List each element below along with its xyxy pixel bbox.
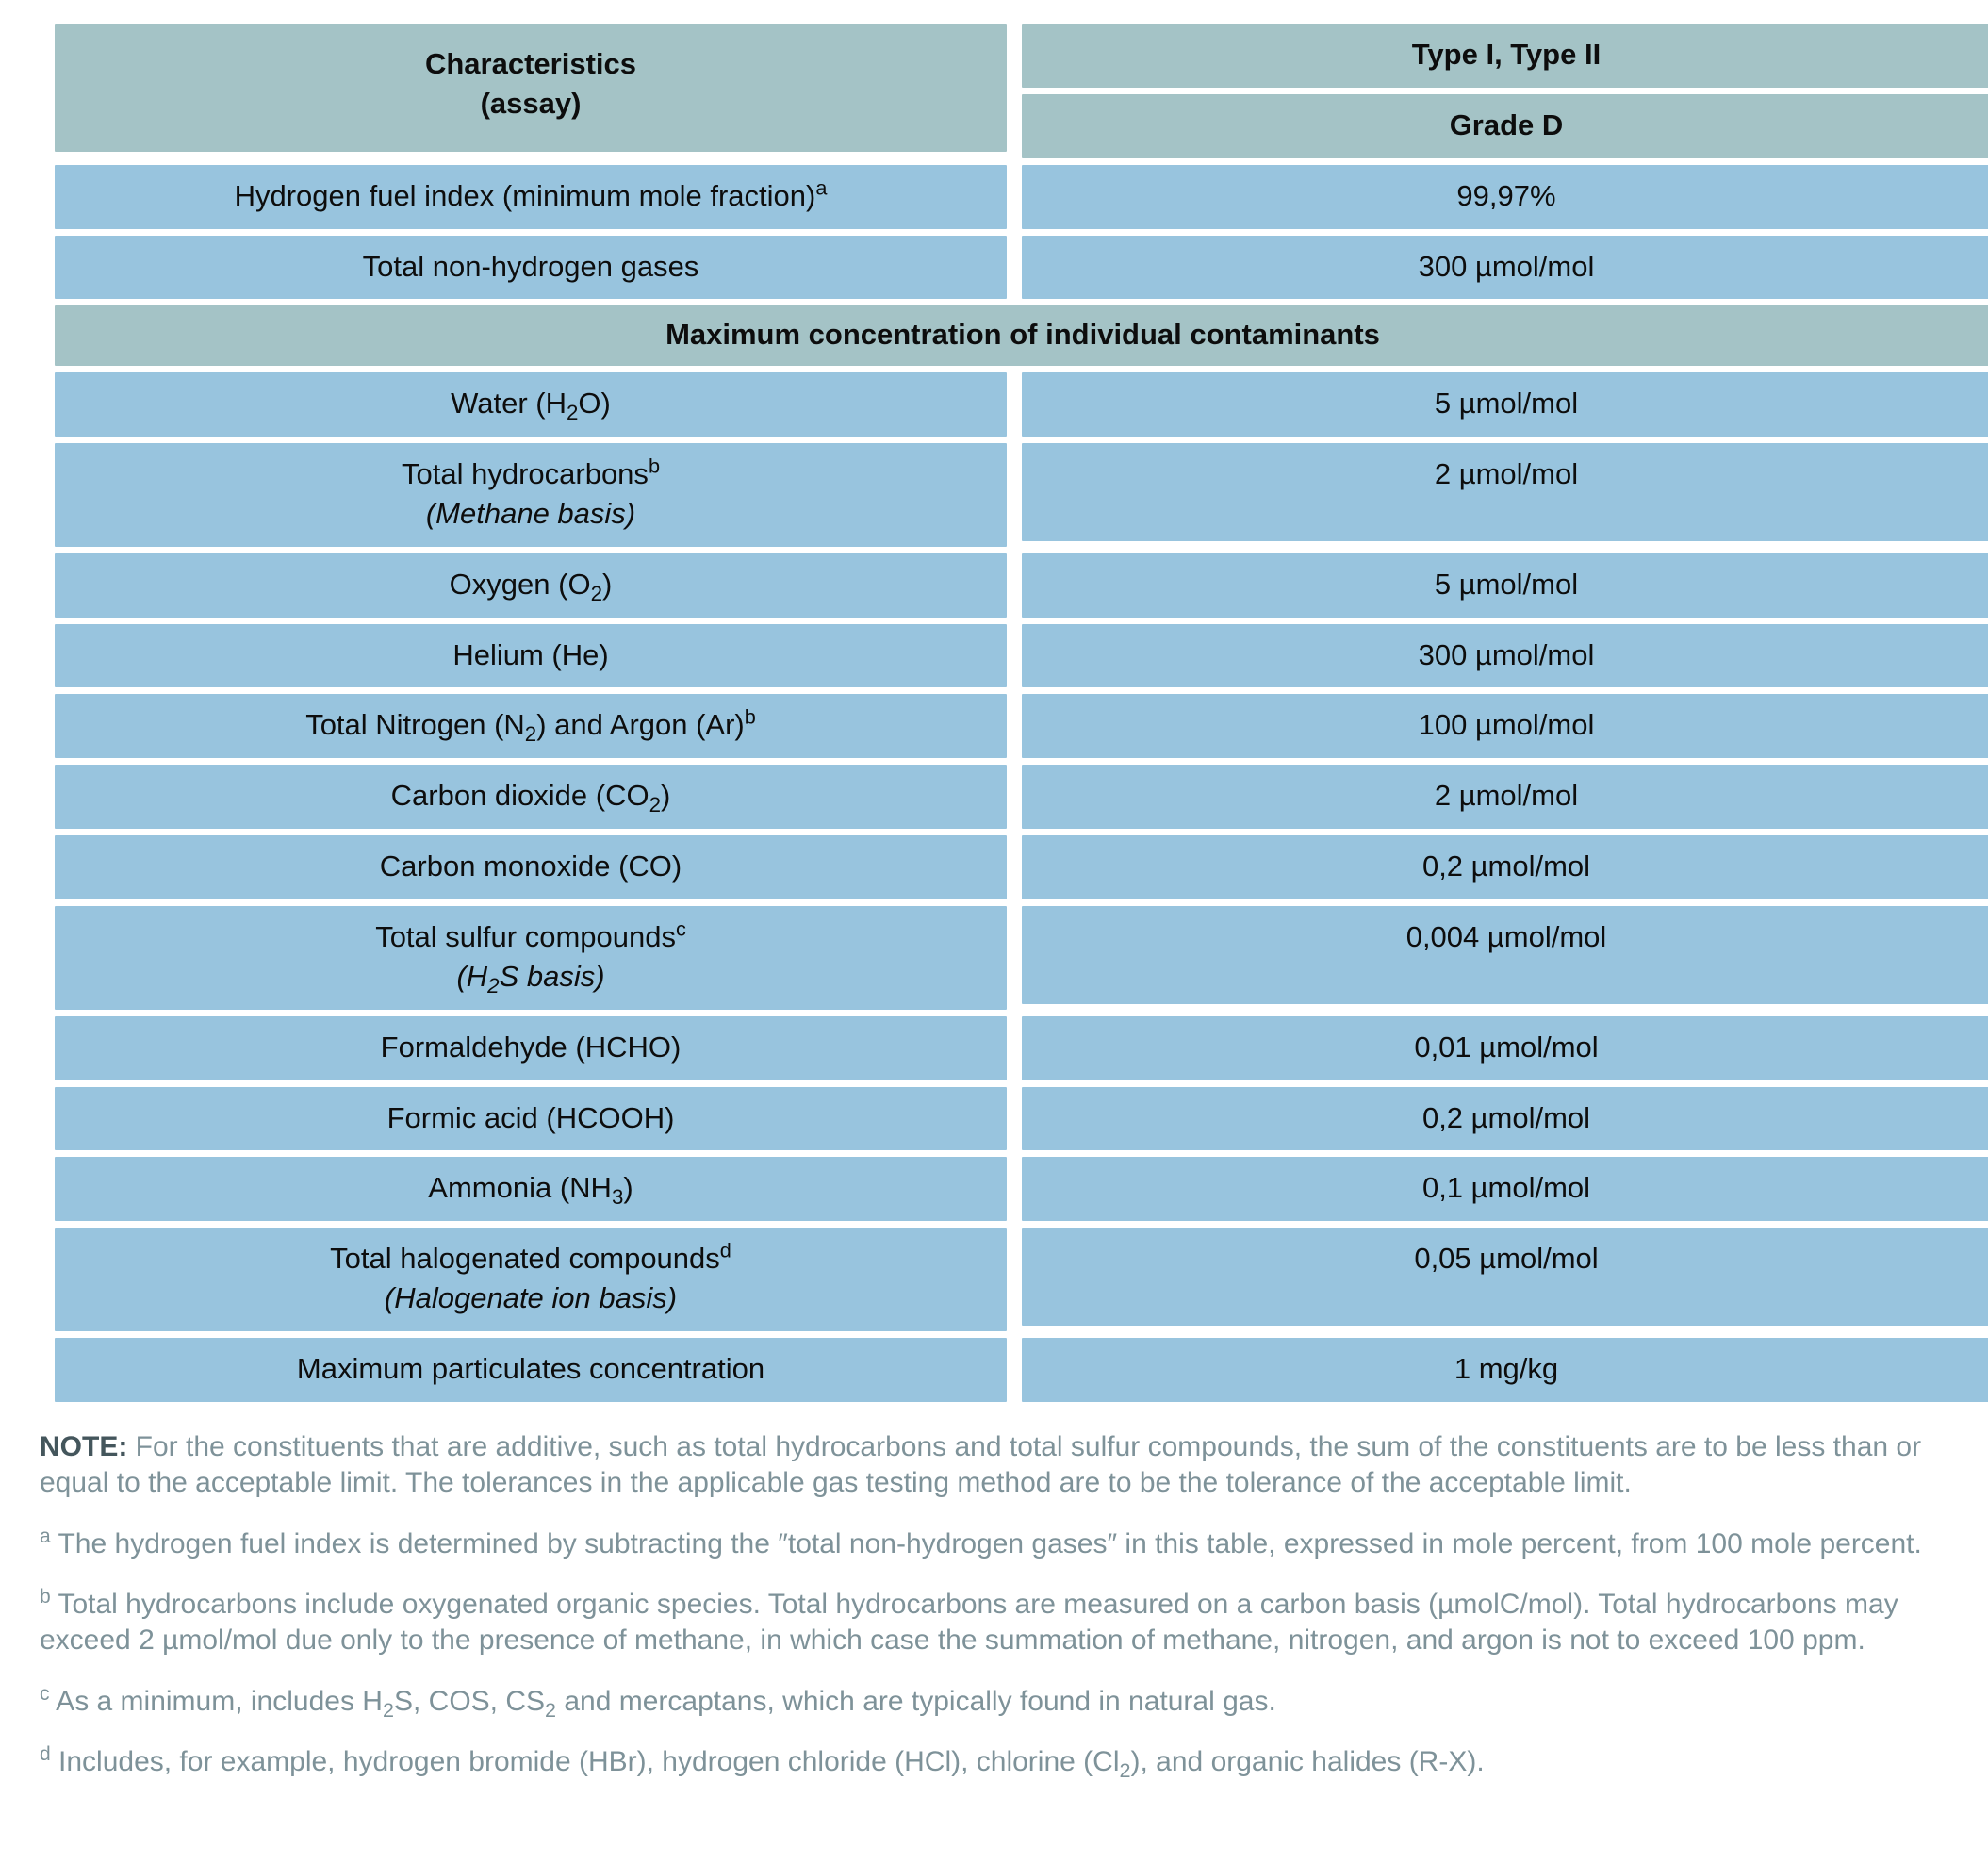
row-label-cell-hydrogen-fuel-index (55, 165, 1007, 229)
footnote-c-sub-1: 2 (382, 1697, 394, 1722)
characteristics-title: Characteristics (424, 47, 636, 80)
footnote-c-marker: c (40, 1682, 50, 1705)
section-band-label: Maximum concentration of individual contaminants (55, 305, 1988, 366)
row-value: 300 µmol/mol (1022, 236, 1988, 300)
table-row (55, 165, 1988, 229)
type-header-label: Type I, Type II (1022, 24, 1988, 88)
footnote-b-marker: b (40, 1585, 51, 1608)
footnote-a-marker: a (40, 1525, 51, 1547)
footnote-d-text-2: ), and organic halides (R-X). (1130, 1746, 1485, 1778)
footnote-c-text-1: As a minimum, includes H (49, 1685, 383, 1717)
row-label: Formic acid (HCOOH) (55, 1087, 1007, 1151)
row-label-cell-carbon-dioxide (55, 765, 1007, 829)
footnote-d-marker: d (40, 1743, 51, 1766)
row-value-cell-maximum-particulates (1022, 1338, 1988, 1402)
row-value-cell-total-nitrogen-argon (1022, 694, 1988, 758)
row-label-tail: ) and Argon (Ar) (536, 708, 745, 742)
row-value-cell-total-sulfur-compounds (1022, 906, 1988, 1010)
row-value: 0,1 µmol/mol (1022, 1157, 1988, 1221)
row-label-cell-total-non-hydrogen-gases (55, 236, 1007, 300)
row-value-cell-oxygen (1022, 553, 1988, 618)
row-value: 0,05 µmol/mol (1022, 1228, 1988, 1326)
footnote-c (40, 1684, 1963, 1720)
row-value-cell-helium (1022, 624, 1988, 688)
hydrogen-fuel-quality-table (40, 17, 1988, 1409)
row-label: Total halogenated compounds (330, 1242, 720, 1276)
table-row (55, 1016, 1988, 1080)
row-label-subscript: 2 (649, 793, 662, 817)
footnote-c-sub-2: 2 (545, 1697, 557, 1722)
row-value-cell-ammonia (1022, 1157, 1988, 1221)
type-header-cell (1022, 24, 1988, 88)
table-row (55, 765, 1988, 829)
row-label: Formaldehyde (HCHO) (55, 1016, 1007, 1080)
footnote-a-text: The hydrogen fuel index is determined by subtracting the ″total non-hydrogen gases″ in this table, expressed in mole percent, from 100 mole percent. (50, 1527, 1922, 1559)
row-label-cell-total-nitrogen-argon (55, 694, 1007, 758)
footnote-marker: d (719, 1238, 731, 1262)
row-value: 99,97% (1022, 165, 1988, 229)
row-value: 5 µmol/mol (1022, 553, 1988, 618)
note-label: NOTE: (40, 1430, 128, 1462)
row-label: Carbon dioxide (CO (390, 779, 649, 813)
table-row (55, 553, 1988, 618)
row-label-basis: (Methane basis) (425, 496, 636, 530)
row-value-cell-total-non-hydrogen-gases (1022, 236, 1988, 300)
row-label: Water (H (451, 387, 567, 421)
row-label-basis-subscript: 2 (487, 974, 500, 998)
row-label: Oxygen (O (449, 567, 591, 601)
grade-header-cell (1022, 94, 1988, 158)
note-general (40, 1429, 1963, 1502)
row-value: 5 µmol/mol (1022, 372, 1988, 437)
row-label-subscript: 3 (611, 1185, 624, 1210)
section-band-row (55, 305, 1988, 366)
row-label-cell-total-halogenated-compounds (55, 1228, 1007, 1331)
row-label: Total Nitrogen (N (305, 708, 525, 742)
footnote-c-text-2: S, COS, CS (393, 1685, 546, 1717)
row-value: 0,01 µmol/mol (1022, 1016, 1988, 1080)
table-row (55, 236, 1988, 300)
row-value: 2 µmol/mol (1022, 765, 1988, 829)
row-value-cell-carbon-monoxide (1022, 835, 1988, 899)
row-label: Ammonia (NH (428, 1171, 612, 1205)
row-label-cell-helium (55, 624, 1007, 688)
table-row (55, 1157, 1988, 1221)
row-label-cell-total-hydrocarbons (55, 443, 1007, 547)
row-label: Hydrogen fuel index (minimum mole fraction) (234, 178, 816, 212)
table-row (55, 1338, 1988, 1402)
row-label-subscript: 2 (590, 581, 602, 605)
row-value: 300 µmol/mol (1022, 624, 1988, 688)
note-text: For the constituents that are additive, such as total hydrocarbons and total sulfur compounds, the sum of the constituents are to be less than or equal to the acceptable limit. The tolerances in the applicable gas testing method are to be the tolerance of the acceptable limit. (40, 1430, 1922, 1499)
row-label-subscript: 2 (567, 401, 579, 425)
footnote-marker: c (675, 916, 686, 941)
row-value: 100 µmol/mol (1022, 694, 1988, 758)
section-band-cell (55, 305, 1988, 366)
row-value: 0,004 µmol/mol (1022, 906, 1988, 1004)
row-label-tail: ) (661, 779, 671, 813)
footnote-d (40, 1743, 1963, 1783)
table-row (55, 1228, 1988, 1331)
row-value-cell-water (1022, 372, 1988, 437)
row-label-cell-oxygen (55, 553, 1007, 618)
row-label-basis-post: S basis) (499, 959, 605, 993)
row-label: Helium (He) (55, 624, 1007, 688)
characteristics-header-cell (55, 24, 1007, 158)
footnote-b (40, 1587, 1963, 1659)
row-label-tail: O) (578, 387, 611, 421)
row-label-basis: (Halogenate ion basis) (384, 1281, 678, 1315)
table-row (55, 624, 1988, 688)
row-value-cell-total-halogenated-compounds (1022, 1228, 1988, 1331)
row-label-cell-formic-acid (55, 1087, 1007, 1151)
row-label: Total sulfur compounds (375, 919, 676, 953)
row-value: 0,2 µmol/mol (1022, 835, 1988, 899)
row-label-cell-carbon-monoxide (55, 835, 1007, 899)
characteristics-subtitle: (assay) (480, 86, 582, 120)
row-label-subscript: 2 (524, 722, 537, 747)
row-label-cell-ammonia (55, 1157, 1007, 1221)
row-label: Maximum particulates concentration (55, 1338, 1007, 1402)
row-value-cell-total-hydrocarbons (1022, 443, 1988, 547)
row-label-tail: ) (601, 567, 613, 601)
footnote-marker: a (815, 175, 828, 200)
row-value: 1 mg/kg (1022, 1338, 1988, 1402)
row-value: 2 µmol/mol (1022, 443, 1988, 541)
row-value: 0,2 µmol/mol (1022, 1087, 1988, 1151)
row-value-cell-hydrogen-fuel-index (1022, 165, 1988, 229)
grade-header-label: Grade D (1022, 94, 1988, 158)
footnote-c-text-3: and mercaptans, which are typically found in natural gas. (556, 1685, 1276, 1717)
row-label-basis-pre: (H (456, 959, 488, 993)
row-label-tail: ) (623, 1171, 633, 1205)
row-label-cell-total-sulfur-compounds (55, 906, 1007, 1010)
table-row (55, 906, 1988, 1010)
footnote-d-sub-1: 2 (1119, 1758, 1131, 1783)
footnote-marker: b (744, 705, 756, 730)
table-row (55, 835, 1988, 899)
table-header-row-1 (55, 24, 1988, 88)
footnote-a (40, 1526, 1963, 1562)
row-label: Carbon monoxide (CO) (55, 835, 1007, 899)
table-row (55, 372, 1988, 437)
row-value-cell-formic-acid (1022, 1087, 1988, 1151)
row-label-cell-maximum-particulates (55, 1338, 1007, 1402)
table-row (55, 1087, 1988, 1151)
table-row (55, 443, 1988, 547)
row-label-cell-water (55, 372, 1007, 437)
footnote-marker: b (648, 454, 660, 478)
footnote-b-text: Total hydrocarbons include oxygenated organic species. Total hydrocarbons are measured on a carbon basis (µmolC/mol). Total hydrocarbons may exceed 2 µmol/mol due only to the presence of methane, in which case the summation of methane, nitrogen, and argon is not to exceed 100 ppm. (40, 1588, 1898, 1657)
row-label-cell-formaldehyde (55, 1016, 1007, 1080)
row-label: Total hydrocarbons (402, 457, 649, 491)
notes-block (40, 1429, 1963, 1781)
row-value-cell-formaldehyde (1022, 1016, 1988, 1080)
row-value-cell-carbon-dioxide (1022, 765, 1988, 829)
footnote-d-text-1: Includes, for example, hydrogen bromide (HBr), hydrogen chloride (HCl), chlorine (Cl (50, 1746, 1120, 1778)
table-row (55, 694, 1988, 758)
row-label: Total non-hydrogen gases (55, 236, 1007, 300)
table-body (55, 24, 1988, 1402)
